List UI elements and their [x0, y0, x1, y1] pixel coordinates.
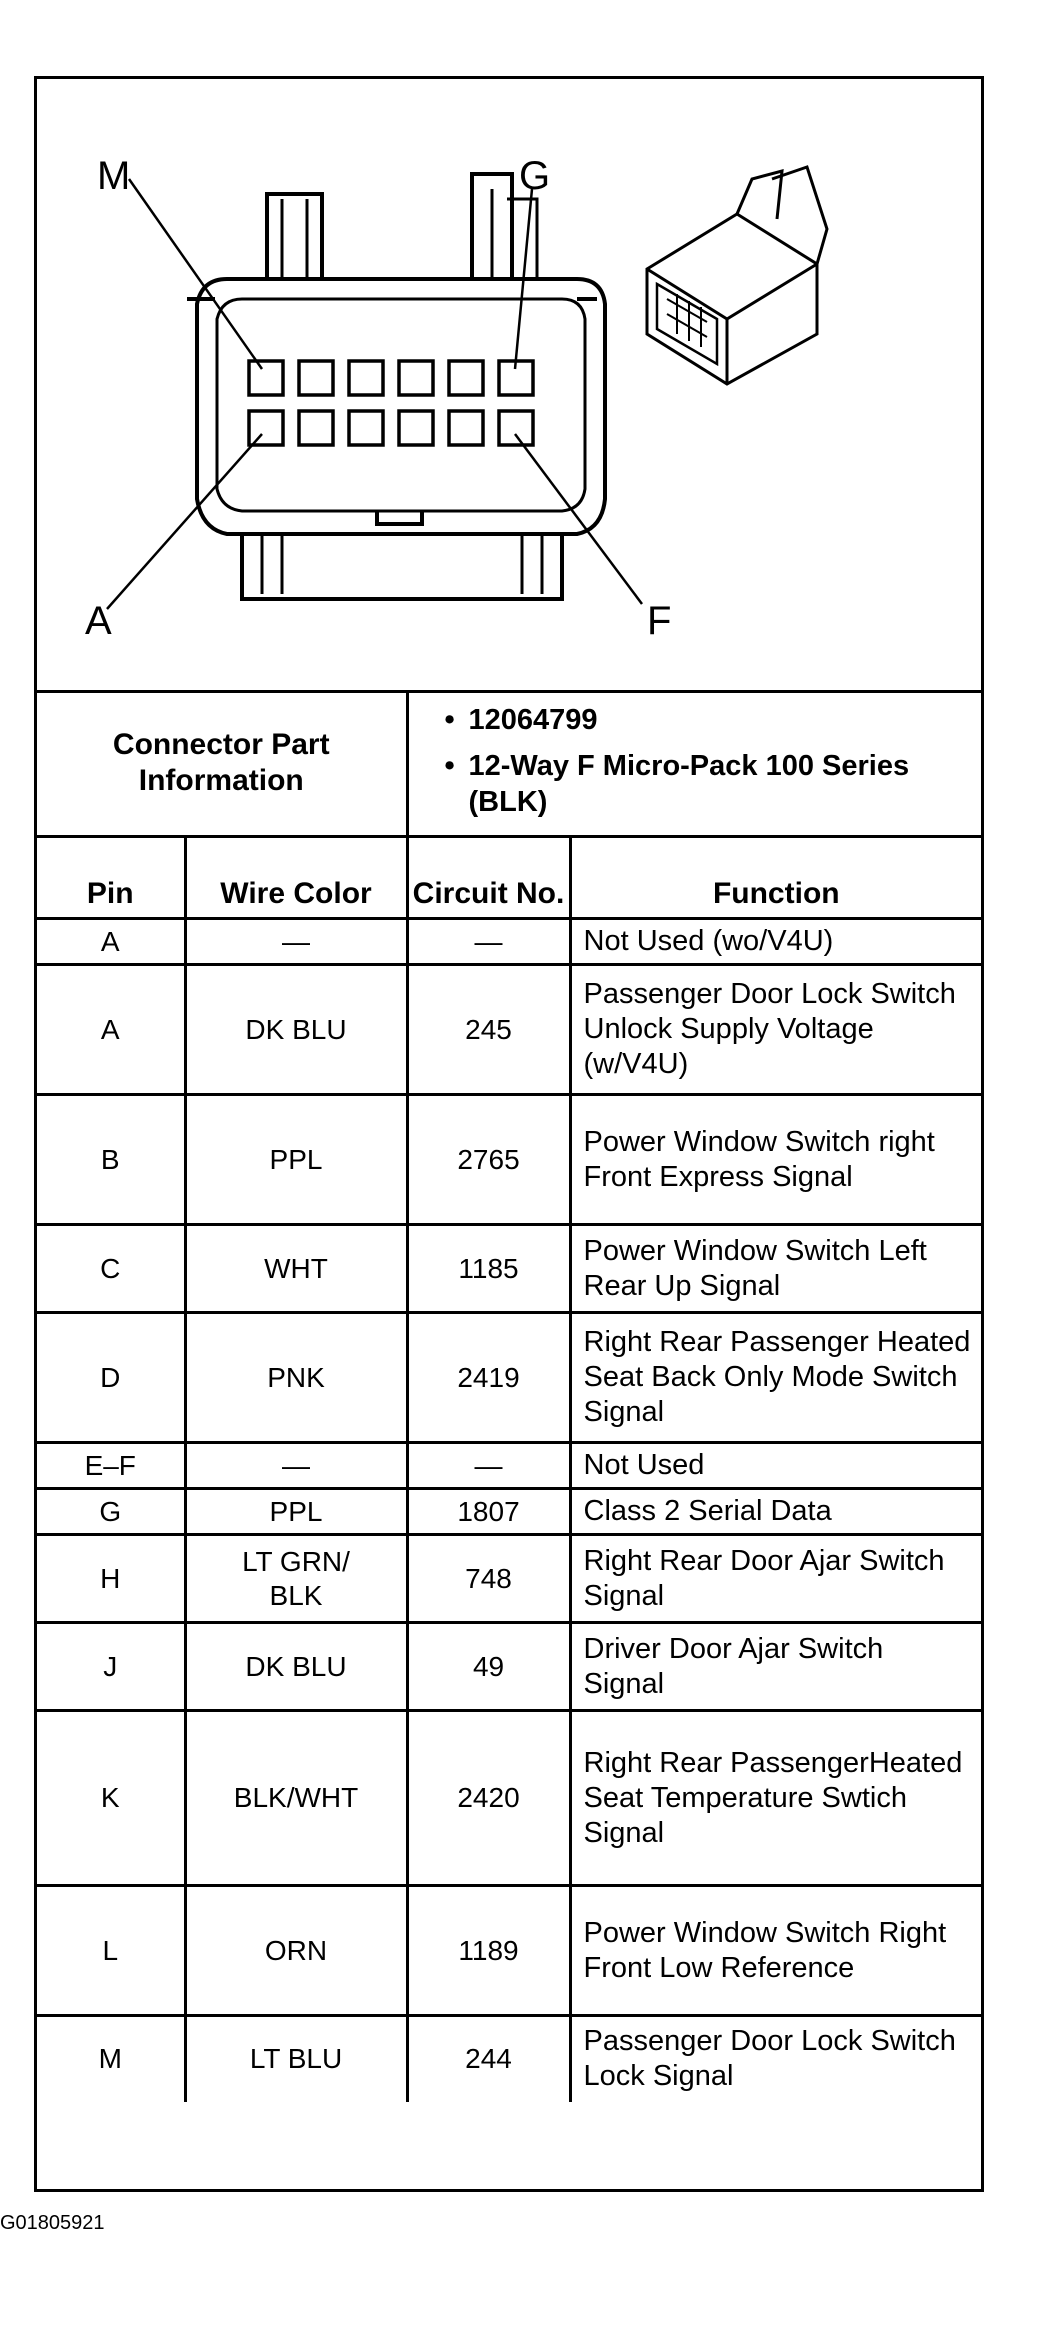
pin-cell: E–F — [37, 1443, 185, 1489]
circuit-cell: 1807 — [407, 1489, 570, 1535]
table-row — [37, 1489, 981, 1535]
function-cell: Class 2 Serial Data — [570, 1489, 981, 1535]
connector-sheet — [34, 76, 984, 2192]
wire-color-cell: WHT — [185, 1225, 407, 1313]
pinout-table — [37, 690, 981, 2102]
callout-a: A — [85, 599, 112, 643]
circuit-cell: 2419 — [407, 1313, 570, 1443]
table-row — [37, 1711, 981, 1886]
wire-color-cell: LT GRN/ BLK — [185, 1535, 407, 1623]
connector-part-number: • 12064799 — [445, 702, 982, 738]
function-cell: Not Used — [570, 1443, 981, 1489]
wire-color-cell: — — [185, 1443, 407, 1489]
circuit-cell: 748 — [407, 1535, 570, 1623]
wire-color-cell: — — [185, 919, 407, 965]
table-row — [37, 2016, 981, 2102]
wire-color-cell: DK BLU — [185, 1623, 407, 1711]
connector-face-drawing — [37, 79, 981, 687]
table-row — [37, 1886, 981, 2016]
pin-cell: G — [37, 1489, 185, 1535]
table-row — [37, 1313, 981, 1443]
header-pin: Pin — [37, 837, 185, 919]
function-cell: Power Window Switch Left Rear Up Signal — [570, 1225, 981, 1313]
function-cell: Passenger Door Lock Switch Unlock Supply Voltage (w/V4U) — [570, 965, 981, 1095]
header-function: Function — [570, 837, 981, 919]
circuit-cell: 2420 — [407, 1711, 570, 1886]
pin-cell: B — [37, 1095, 185, 1225]
wire-color-cell: DK BLU — [185, 965, 407, 1095]
pin-cell: H — [37, 1535, 185, 1623]
function-cell: Power Window Switch Right Front Low Reference — [570, 1886, 981, 2016]
wire-color-cell: ORN — [185, 1886, 407, 2016]
pin-cell: A — [37, 919, 185, 965]
callout-m: M — [97, 154, 131, 198]
header-circuit-no: Circuit No. — [407, 837, 570, 919]
table-row — [37, 1095, 981, 1225]
wire-color-cell: PPL — [185, 1095, 407, 1225]
connector-info-values — [407, 690, 981, 837]
callout-g: G — [519, 154, 551, 198]
pin-cell: K — [37, 1711, 185, 1886]
table-row — [37, 1535, 981, 1623]
function-cell: Passenger Door Lock Switch Lock Signal — [570, 2016, 981, 2102]
wire-color-cell: PNK — [185, 1313, 407, 1443]
function-cell: Driver Door Ajar Switch Signal — [570, 1623, 981, 1711]
figure-code: G01805921 — [0, 2212, 105, 2234]
wire-color-cell: PPL — [185, 1489, 407, 1535]
connector-info-label: Connector Part Information — [37, 690, 407, 837]
function-cell: Right Rear PassengerHeated Seat Temperature Swtich Signal — [570, 1711, 981, 1886]
pin-cell: C — [37, 1225, 185, 1313]
circuit-cell: 244 — [407, 2016, 570, 2102]
circuit-cell: 1189 — [407, 1886, 570, 2016]
circuit-cell: — — [407, 1443, 570, 1489]
function-cell: Right Rear Passenger Heated Seat Back Only Mode Switch Signal — [570, 1313, 981, 1443]
pin-cell: J — [37, 1623, 185, 1711]
callout-f: F — [647, 599, 672, 643]
header-wire-color: Wire Color — [185, 837, 407, 919]
table-row — [37, 1225, 981, 1313]
connector-type: • 12-Way F Micro-Pack 100 Series (BLK) — [445, 748, 982, 820]
pin-cell: A — [37, 965, 185, 1095]
pin-cell: M — [37, 2016, 185, 2102]
table-row — [37, 1443, 981, 1489]
circuit-cell: 245 — [407, 965, 570, 1095]
circuit-cell: 49 — [407, 1623, 570, 1711]
function-cell: Right Rear Door Ajar Switch Signal — [570, 1535, 981, 1623]
wire-color-cell: BLK/WHT — [185, 1711, 407, 1886]
function-cell: Not Used (wo/V4U) — [570, 919, 981, 965]
function-cell: Power Window Switch right Front Express Signal — [570, 1095, 981, 1225]
connector-info-row — [37, 690, 981, 837]
wire-color-cell: LT BLU — [185, 2016, 407, 2102]
circuit-cell: — — [407, 919, 570, 965]
pin-cell: D — [37, 1313, 185, 1443]
circuit-cell: 2765 — [407, 1095, 570, 1225]
circuit-cell: 1185 — [407, 1225, 570, 1313]
connector-diagram — [37, 79, 981, 693]
table-row — [37, 919, 981, 965]
pin-cell: L — [37, 1886, 185, 2016]
header-row — [37, 837, 981, 919]
table-row — [37, 965, 981, 1095]
table-row — [37, 1623, 981, 1711]
